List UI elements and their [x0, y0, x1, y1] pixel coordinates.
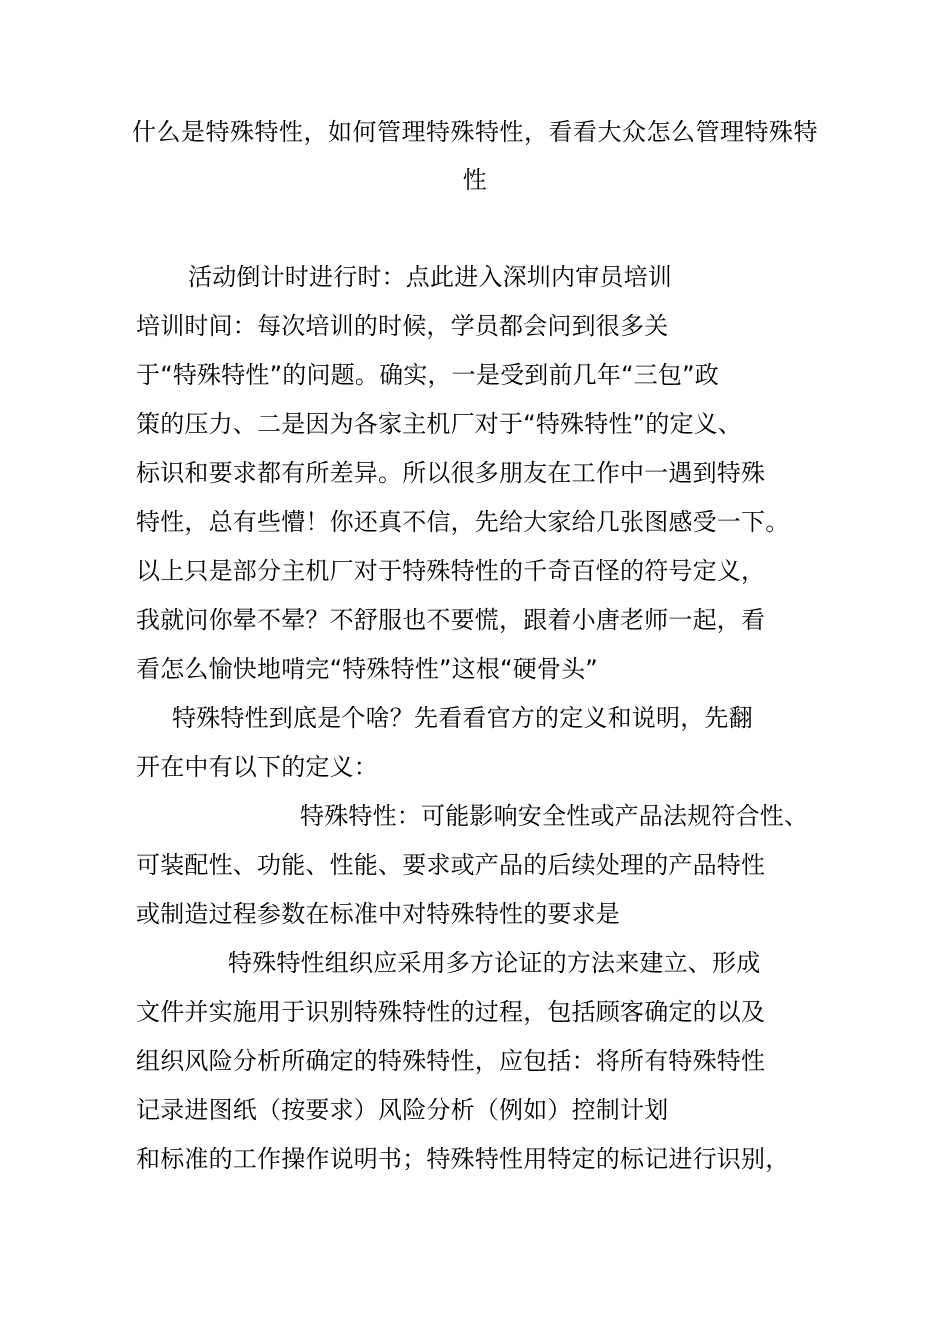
paragraph-line: 特性，总有些懵！你还真不信，先给大家给几张图感受一下。	[136, 508, 790, 536]
paragraph-line: 记录进图纸（按要求）风险分析（例如）控制计划	[136, 1096, 669, 1124]
paragraph-line: 活动倒计时进行时：点此进入深圳内审员培训	[188, 263, 672, 291]
document-title: 什么是特殊特性，如何管理特殊特性，看看大众怎么管理特殊特性	[132, 118, 818, 194]
paragraph-line: 开在中有以下的定义：	[136, 753, 378, 781]
paragraph-line: 标识和要求都有所差异。所以很多朋友在工作中一遇到特殊	[136, 459, 766, 487]
paragraph-line: 或制造过程参数在标准中对特殊特性的要求是	[136, 900, 620, 928]
paragraph-line: 培训时间：每次培训的时候，学员都会问到很多关	[136, 312, 669, 340]
paragraph-line: 特殊特性组织应采用多方论证的方法来建立、形成	[228, 949, 761, 977]
paragraph-line: 特殊特性到底是个啥？先看看官方的定义和说明，先翻	[172, 704, 753, 732]
paragraph-line: 文件并实施用于识别特殊特性的过程，包括顾客确定的以及	[136, 998, 766, 1026]
paragraph-line: 策的压力、二是因为各家主机厂对于“特殊特性”的定义、	[136, 410, 743, 438]
paragraph-line: 看怎么愉快地啃完“特殊特性”这根“硬骨头”	[136, 655, 598, 683]
paragraph-line: 和标准的工作操作说明书；特殊特性用特定的标记进行识别，	[136, 1145, 790, 1173]
paragraph-line: 可装配性、功能、性能、要求或产品的后续处理的产品特性	[136, 851, 766, 879]
paragraph-line: 特殊特性：可能影响安全性或产品法规符合性、	[300, 802, 809, 830]
paragraph-line: 于“特殊特性”的问题。确实，一是受到前几年“三包”政	[136, 361, 719, 389]
paragraph-line: 我就问你晕不晕？不舒服也不要慌，跟着小唐老师一起，看	[136, 606, 766, 634]
paragraph-line: 以上只是部分主机厂对于特殊特性的千奇百怪的符号定义，	[136, 557, 766, 585]
paragraph-line: 组织风险分析所确定的特殊特性，应包括：将所有特殊特性	[136, 1047, 766, 1075]
